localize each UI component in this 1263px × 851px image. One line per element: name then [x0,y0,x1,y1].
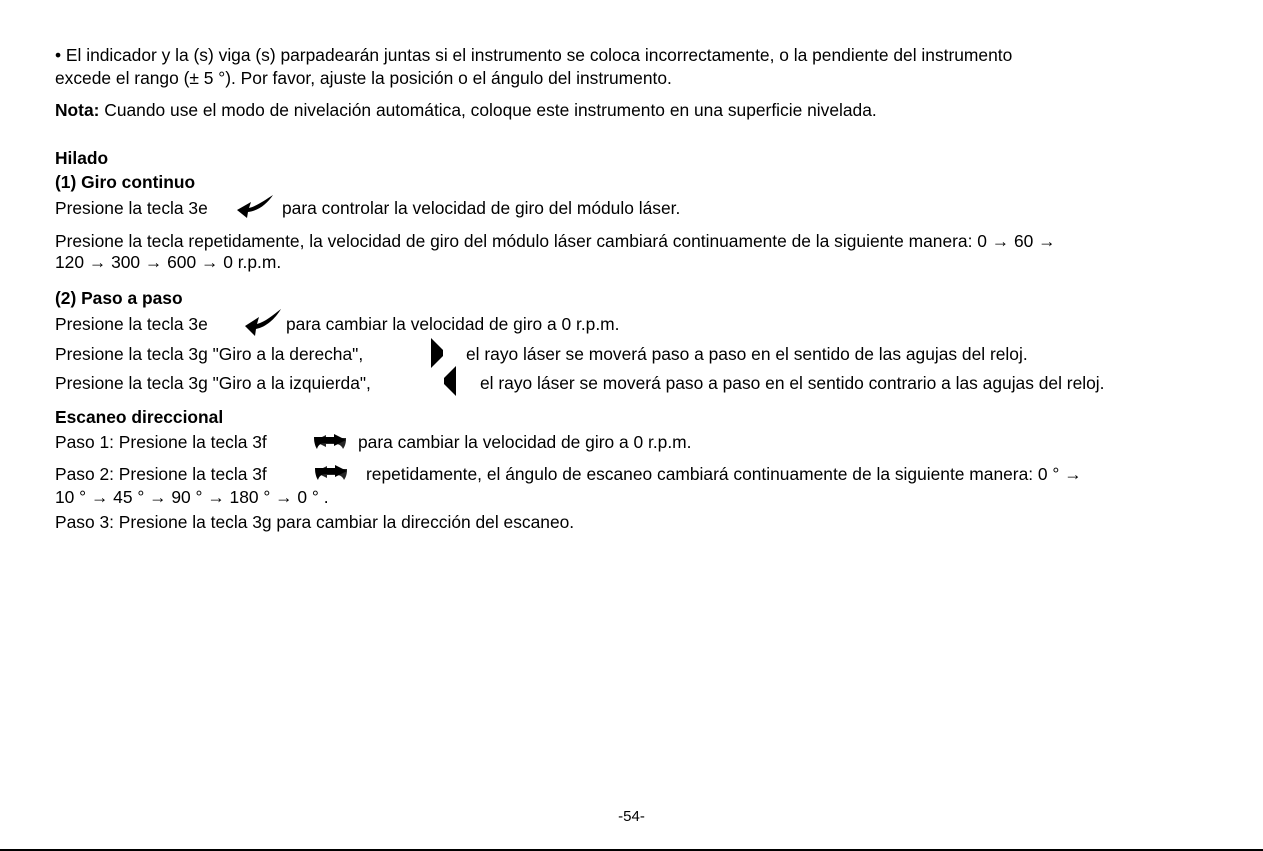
curved-arrow-icon [235,193,275,219]
scan-step2-post: repetidamente, el ángulo de escaneo cambiará continuamente de la siguiente manera: 0 ° → [366,464,1082,484]
triangle-right-icon [430,337,444,369]
curved-arrow-icon [243,307,283,337]
subheading-giro-continuo: (1) Giro continuo [55,172,196,192]
continuous-line2: Presione la tecla repetidamente, la velocidad de giro del módulo láser cambiará continuamente de la siguiente manera: 0 → 60 → [55,231,1056,251]
scan-step1-post: para cambiar la velocidad de giro a 0 r.p.m. [358,432,692,452]
step-line2-pre: Presione la tecla 3g "Giro a la derecha", [55,344,364,364]
scan-arrows-icon [312,434,348,450]
note-text: Cuando use el modo de nivelación automática, coloque este instrumento en una superficie nivelada. [99,100,877,120]
step-line1-post: para cambiar la velocidad de giro a 0 r.p.m. [286,314,620,334]
scan-step1-pre: Paso 1: Presione la tecla 3f [55,432,267,452]
section-heading-escaneo: Escaneo direccional [55,407,224,427]
note-line [55,99,877,121]
scan-step2-line2: 10 ° → 45 ° → 90 ° → 180 ° → 0 ° . [55,487,329,507]
note-label: Nota: [55,100,100,120]
continuous-line1-post: para controlar la velocidad de giro del módulo láser. [282,198,681,218]
continuous-line3: 120 → 300 → 600 → 0 r.p.m. [55,252,282,272]
subheading-paso-a-paso: (2) Paso a paso [55,288,183,308]
scan-step3: Paso 3: Presione la tecla 3g para cambiar la dirección del escaneo. [55,512,575,532]
step-line3-post: el rayo láser se moverá paso a paso en el sentido contrario a las agujas del reloj. [480,373,1105,393]
section-heading-hilado: Hilado [55,148,109,168]
step-line1-pre: Presione la tecla 3e [55,314,208,334]
page-number: -54- [618,808,645,825]
scan-arrows-icon [313,465,349,481]
warning-bullet-line1: • El indicador y la (s) viga (s) parpadearán juntas si el instrumento se coloca incorrectamente, o la pendiente del instrumento [55,45,1013,65]
warning-bullet-line2: excede el rango (± 5 °). Por favor, ajuste la posición o el ángulo del instrumento. [55,68,672,88]
step-line3-pre: Presione la tecla 3g "Giro a la izquierda", [55,373,371,393]
scan-step2-pre: Paso 2: Presione la tecla 3f [55,464,267,484]
triangle-left-icon [443,365,457,397]
step-line2-post: el rayo láser se moverá paso a paso en el sentido de las agujas del reloj. [466,344,1028,364]
continuous-line1-pre: Presione la tecla 3e [55,198,208,218]
